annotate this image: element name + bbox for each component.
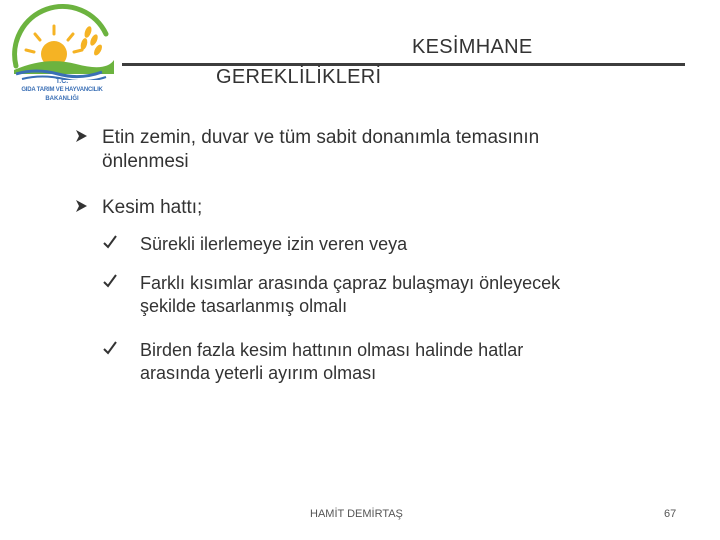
- check-icon: [102, 339, 118, 363]
- ministry-logo: [6, 4, 118, 104]
- bullet-text-line: önlenmesi: [102, 151, 189, 172]
- footer-author: HAMİT DEMİRTAŞ: [310, 508, 403, 520]
- check-item-text-line: Birden fazla kesim hattının olması halinde hatlar: [140, 340, 524, 360]
- check-item-text-line: arasında yeterli ayırım olması: [140, 363, 377, 383]
- check-icon: [102, 233, 118, 257]
- bullet-text-line: Etin zemin, duvar ve tüm sabit donanımla temasının: [102, 127, 540, 148]
- check-item-text-line: şekilde tasarlanmış olmalı: [140, 296, 348, 316]
- logo-ministry-name-line1: GIDA TARIM VE HAYVANCILIK: [21, 87, 103, 93]
- slide-title-line1: KESİMHANE: [412, 36, 533, 58]
- title-divider: [122, 63, 685, 66]
- logo-ministry-name-line2: BAKANLIĞI: [45, 96, 79, 102]
- check-item-text: [140, 233, 680, 256]
- slide-title-line2: GEREKLİLİKLERİ: [216, 66, 382, 88]
- check-item-text: [140, 339, 680, 385]
- check-icon: [102, 272, 118, 296]
- bullet-text: [102, 196, 682, 220]
- slide-number: 67: [664, 508, 677, 520]
- logo-tc-text: T.C.: [55, 78, 69, 85]
- bullet-text: [102, 126, 682, 174]
- arrow-bullet-icon: [74, 126, 90, 153]
- arrow-bullet-icon: [74, 196, 90, 223]
- ministry-logo-emblem: [6, 4, 118, 80]
- check-item-text-line: Farklı kısımlar arasında çapraz bulaşmayı önleyecek: [140, 273, 561, 293]
- check-item-text-line: Sürekli ilerlemeye izin veren veya: [140, 234, 408, 254]
- bullet-text-line: Kesim hattı;: [102, 197, 203, 218]
- check-item-text: [140, 272, 680, 318]
